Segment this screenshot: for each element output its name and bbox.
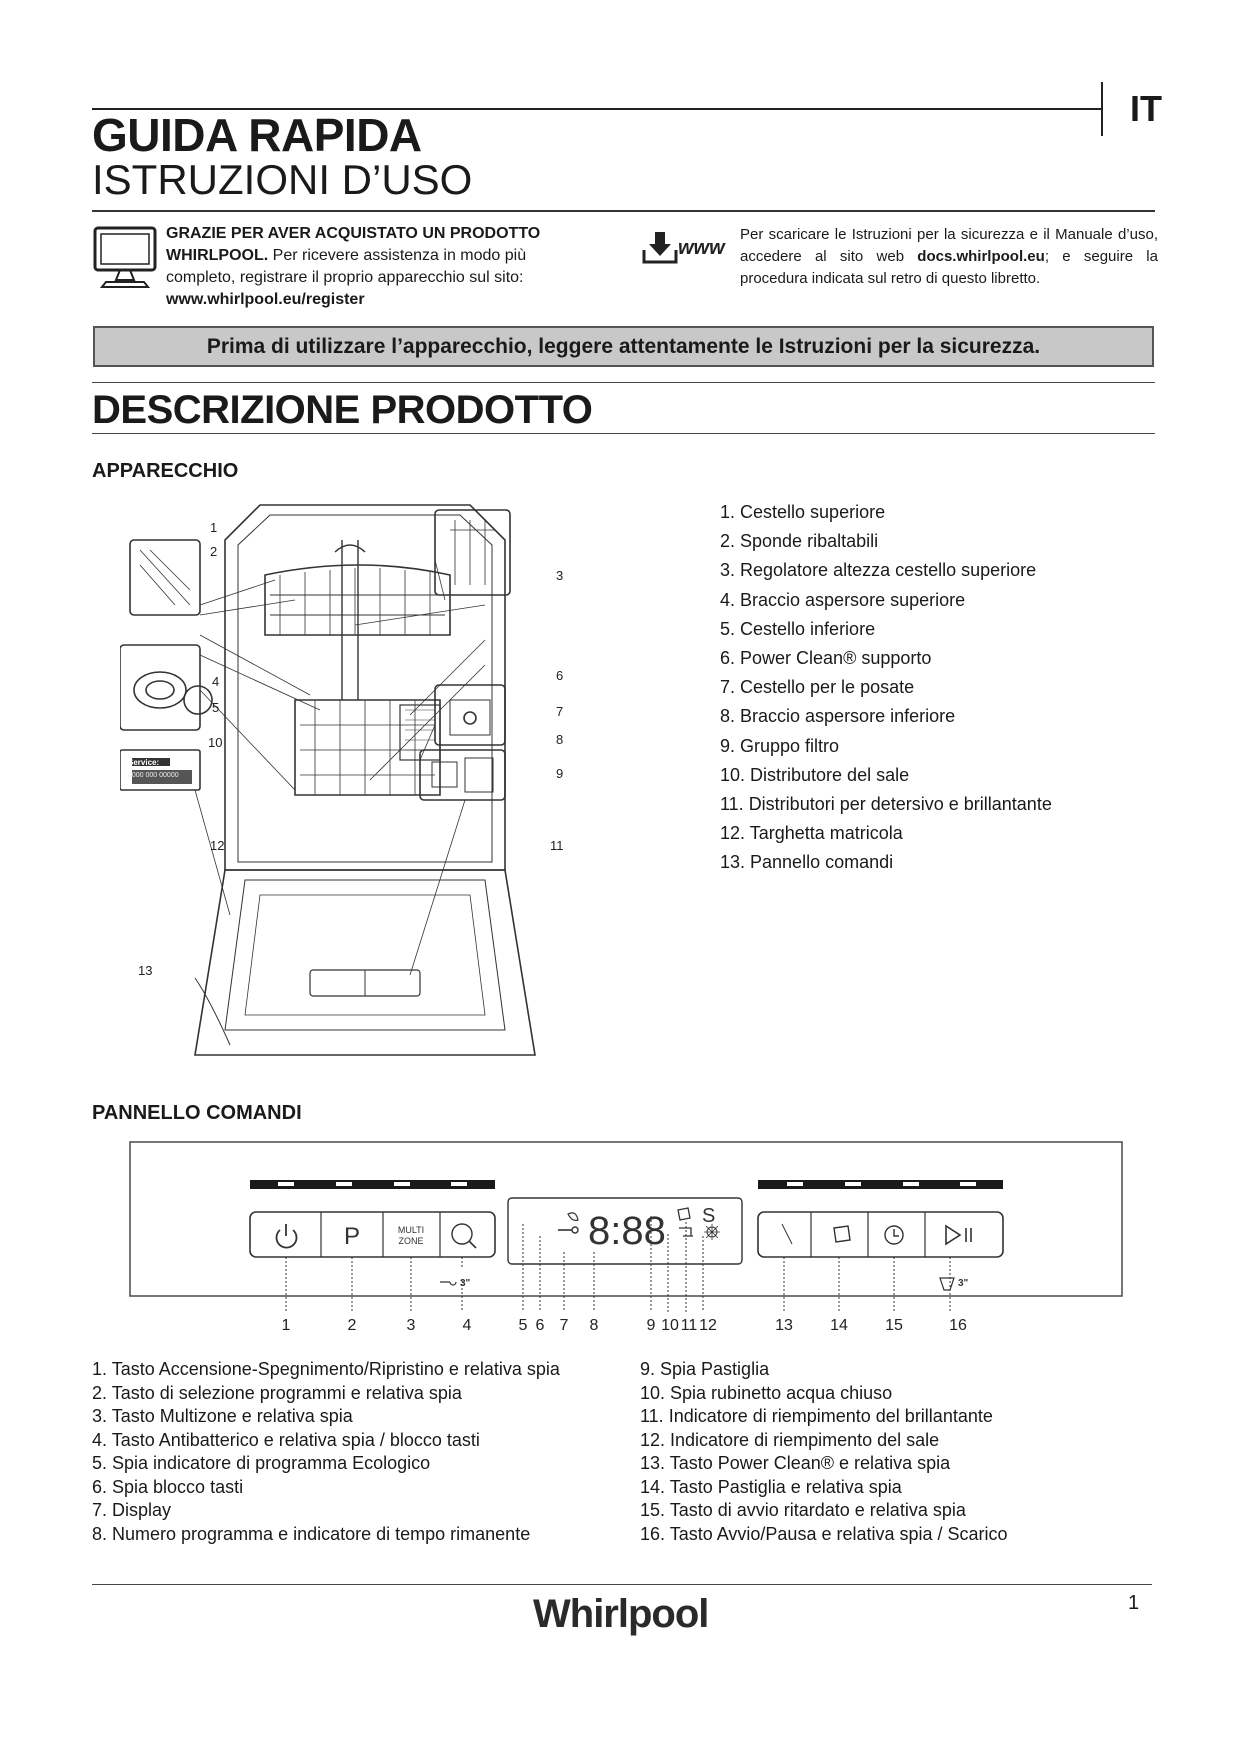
page-number: 1 [1128,1592,1140,1614]
part-item: 8. Braccio aspersore inferiore [720,706,956,727]
panel-number-4: 4 [462,1317,472,1334]
part-item: 5. Cestello inferiore [720,618,876,639]
panel-item: 11. Indicatore di riempimento del brillantante [640,1406,993,1426]
panel-item: 15. Tasto di avvio ritardato e relativa spia [640,1500,966,1520]
download-text-2: ; e seguire la procedura indicata sul retro di questo libretto. [740,248,1158,287]
panel-number-13: 13 [775,1317,793,1334]
callout-6: 6 [556,668,564,683]
panel-item: 13. Tasto Power Clean® e relativa spia [640,1453,951,1473]
callout-3: 3 [556,568,564,583]
panel-item: 14. Tasto Pastiglia e relativa spia [640,1476,902,1497]
panel-item: 4. Tasto Antibatterico e relativa spia / blocco tasti [92,1429,480,1450]
part-item: 7. Cestello per le posate [720,677,915,698]
service-code: 0000 000 00000 [128,772,179,779]
panel-item: 3. Tasto Multizone e relativa spia [92,1406,353,1426]
multizone-label-2: ZONE [398,1236,424,1246]
part-item: 1. Cestello superiore [720,502,886,522]
panel-item: 10. Spia rubinetto acqua chiuso [640,1382,893,1403]
part-item: 10. Distributore del sale [720,764,910,785]
intro-assist-text: Per ricevere assistenza in modo più completo, registrare il proprio apparecchio sul sito: [166,247,527,286]
panel-number-10: 10 [661,1317,679,1334]
appliance-heading: APPARECCHIO [92,460,239,482]
intro-registration [166,223,586,311]
panel-number-1: 1 [281,1317,291,1334]
dishwasher-diagram [120,500,600,1070]
panel-item: 2. Tasto di selezione programmi e relativa spia [92,1382,462,1403]
panel-number-15: 15 [885,1317,903,1334]
part-item: 6. Power Clean® supporto [720,648,932,669]
footer-rule [92,1584,1152,1585]
part-item: 12. Targhetta matricola [720,823,903,844]
panel-item: 12. Indicatore di riempimento del sale [640,1429,940,1450]
callout-10: 10 [208,735,223,750]
callout-12: 12 [210,838,225,853]
part-item: 13. Pannello comandi [720,852,894,873]
section-rule-top [92,382,1155,383]
panel-number-3: 3 [406,1317,416,1334]
callout-11: 11 [550,838,564,853]
panel-item: 5. Spia indicatore di programma Ecologico [92,1453,431,1473]
panel-number-14: 14 [830,1317,848,1334]
page-subtitle: ISTRUZIONI D’USO [92,156,473,203]
panel-number-5: 5 [518,1317,528,1334]
callout-7: 7 [556,704,564,719]
panel-list-left [92,1358,560,1546]
panel-item: 16. Tasto Avvio/Pausa e relativa spia / Scarico [640,1523,1008,1544]
callout-1: 1 [210,520,218,535]
section-title: DESCRIZIONE PRODOTTO [92,388,593,432]
panel-item: 8. Numero programma e indicatore di tempo rimanente [92,1523,531,1544]
www-label: www [678,237,725,259]
callout-9: 9 [556,766,564,781]
docs-link[interactable]: docs.whirlpool.eu [917,248,1045,265]
multizone-label-1: MULTI [397,1225,425,1235]
panel-list-right [640,1358,1008,1546]
service-label: Service: [128,758,160,767]
part-item: 11. Distributori per detersivo e brillantante [720,794,1052,815]
page-title: GUIDA RAPIDA [92,109,422,161]
part-item: 2. Sponde ribaltabili [720,531,879,552]
callout-5: 5 [212,700,220,715]
whirlpool-logo: Whirlpool [533,1592,709,1636]
drain-hint: 3" [958,1278,969,1289]
panel-item: 6. Spia blocco tasti [92,1476,244,1497]
program-button-label: P [343,1223,361,1250]
section-rule-bottom [92,433,1155,434]
panel-number-12: 12 [699,1317,717,1334]
download-text-1: Per scaricare le Istruzioni per la sicurezza e il Manuale d’uso, accedere al sito web [740,226,1158,265]
intro-download [740,224,1158,290]
panel-number-9: 9 [646,1317,656,1334]
panel-number-11: 11 [680,1317,698,1334]
part-item: 9. Gruppo filtro [720,735,840,756]
lang-divider [1101,82,1103,136]
callout-13: 13 [138,963,153,978]
panel-number-16: 16 [949,1317,967,1334]
language-code: IT [1130,88,1162,129]
subtitle-rule [92,210,1155,212]
part-item: 3. Regolatore altezza cestello superiore [720,560,1037,581]
panel-number-2: 2 [347,1317,357,1334]
callout-2: 2 [210,544,218,559]
display-digits: 8:88 [588,1209,666,1253]
panel-item: 1. Tasto Accensione-Spegnimento/Ripristino e relativa spia [92,1359,560,1379]
download-icon [640,228,732,268]
callout-8: 8 [556,732,564,747]
parts-list [720,498,1052,878]
panel-number-7: 7 [559,1317,569,1334]
salt-symbol: S [702,1205,716,1227]
lock-hint: 3" [460,1278,471,1289]
intro-thanks: GRAZIE PER AVER ACQUISTATO UN PRODOTTO WHIRLPOOL. [166,225,541,264]
register-link[interactable]: www.whirlpool.eu/register [166,291,365,308]
panel-item: 9. Spia Pastiglia [640,1359,770,1379]
control-panel-heading: PANNELLO COMANDI [92,1102,302,1124]
panel-number-8: 8 [589,1317,599,1334]
part-item: 4. Braccio aspersore superiore [720,589,966,610]
callout-4: 4 [212,674,220,689]
panel-item: 7. Display [92,1500,172,1520]
control-panel-diagram [128,1140,1124,1340]
panel-number-6: 6 [535,1317,545,1334]
monitor-icon [92,226,158,290]
safety-banner: Prima di utilizzare l’apparecchio, leggere attentamente le Istruzioni per la sicurezza. [93,326,1154,367]
